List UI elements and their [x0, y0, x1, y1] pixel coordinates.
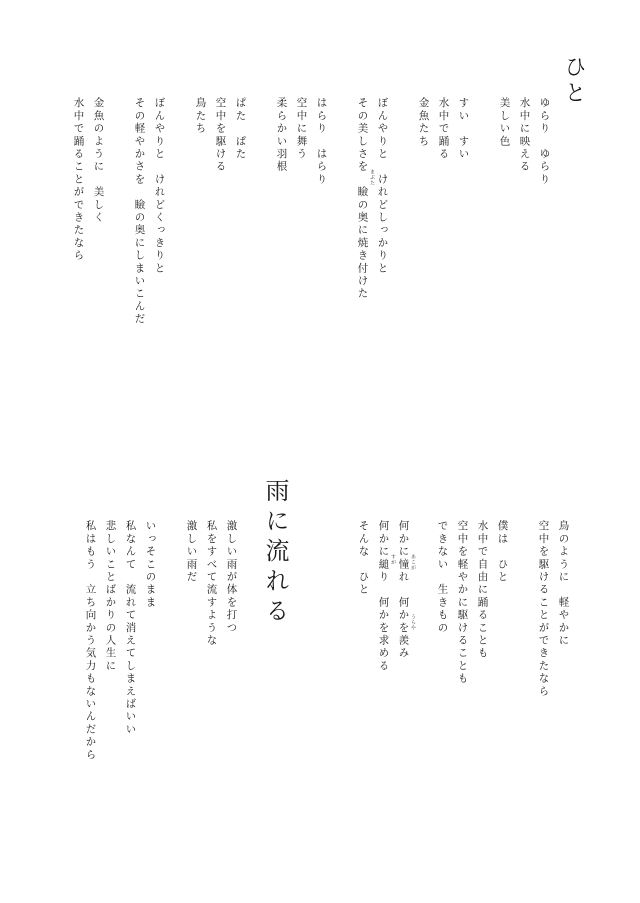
poem1-title: ひと — [561, 55, 586, 107]
poem2-line-3: 僕は ひと — [496, 520, 509, 584]
poem2-line-11: 私をすべて流すような — [205, 520, 218, 647]
poem1-line-12: ぱた ぱた — [234, 97, 247, 161]
poem1-line-5: 水中で踊る — [437, 97, 450, 161]
poem1-line-13: 空中を駆ける — [214, 97, 227, 174]
poem2-line-5: 空中を軽やかに駆けることも — [456, 520, 469, 686]
poem2-line-14: 私なんて 流れて消えてしまえばいい — [124, 520, 137, 736]
poem1-line-6: 金魚たち — [417, 97, 430, 148]
poem2-line-2: 空中を駆けることができたなら — [537, 520, 550, 698]
poem1-furigana-1: まぶた — [369, 169, 375, 186]
poem1-line-3: 美しい色 — [498, 97, 511, 148]
poem2-line-10: 激しい雨が体を打つ — [225, 520, 238, 635]
poem1-line-17: 金魚のように 美しく — [92, 97, 105, 224]
poem1-line-10: 空中に舞う — [295, 97, 308, 161]
poem1-line-7: ぼんやりと けれどしっかりと — [376, 97, 389, 275]
poem2-furigana-3: すが — [390, 554, 396, 565]
poem1-line-8: その美しさを 瞼の奥に焼き付けた — [356, 97, 369, 301]
poem1-line-11: 柔らかい羽根 — [275, 97, 288, 174]
poem1-line-4: すい すい — [457, 97, 470, 161]
poem2-line-13: いっそこのまま — [144, 520, 157, 609]
poem2-line-8: 何かに縋り 何かを求める — [377, 520, 390, 673]
poem2-line-4: 水中で自由に踊ることも — [476, 520, 489, 660]
poem1-line-9: はらり はらり — [315, 97, 328, 186]
poem1-line-2: 水中に映える — [518, 97, 531, 174]
poem2-line-7: 何かに憧れ 何かを羨み — [397, 520, 410, 660]
poem1-line-14: 鳥たち — [194, 97, 207, 136]
poem2-furigana-2: うらや — [410, 614, 416, 631]
poem2-line-15: 悲しいことばかりの人生に — [104, 520, 117, 673]
poem2-furigana-1: あこが — [410, 554, 416, 571]
poem2-line-6: できない 生きもの — [436, 520, 449, 635]
poem1-line-1: ゆらり ゆらり — [538, 97, 551, 186]
poem2-line-12: 激しい雨だ — [185, 520, 198, 584]
poem2-line-9: そんな ひと — [357, 520, 370, 597]
poem1-line-16: その軽やかさを 瞼の奥にしまいこんだ — [133, 97, 146, 326]
poem2-line-16: 私はもう 立ち向かう気力もないんだから — [84, 520, 97, 762]
poem2-title: 雨に流れる — [261, 478, 289, 628]
poem2-line-1: 鳥のように 軽やかに — [557, 520, 570, 647]
poem1-line-18: 水中で踊ることができたなら — [72, 97, 85, 263]
poem1-line-15: ぼんやりと けれどくっきりと — [153, 97, 166, 275]
